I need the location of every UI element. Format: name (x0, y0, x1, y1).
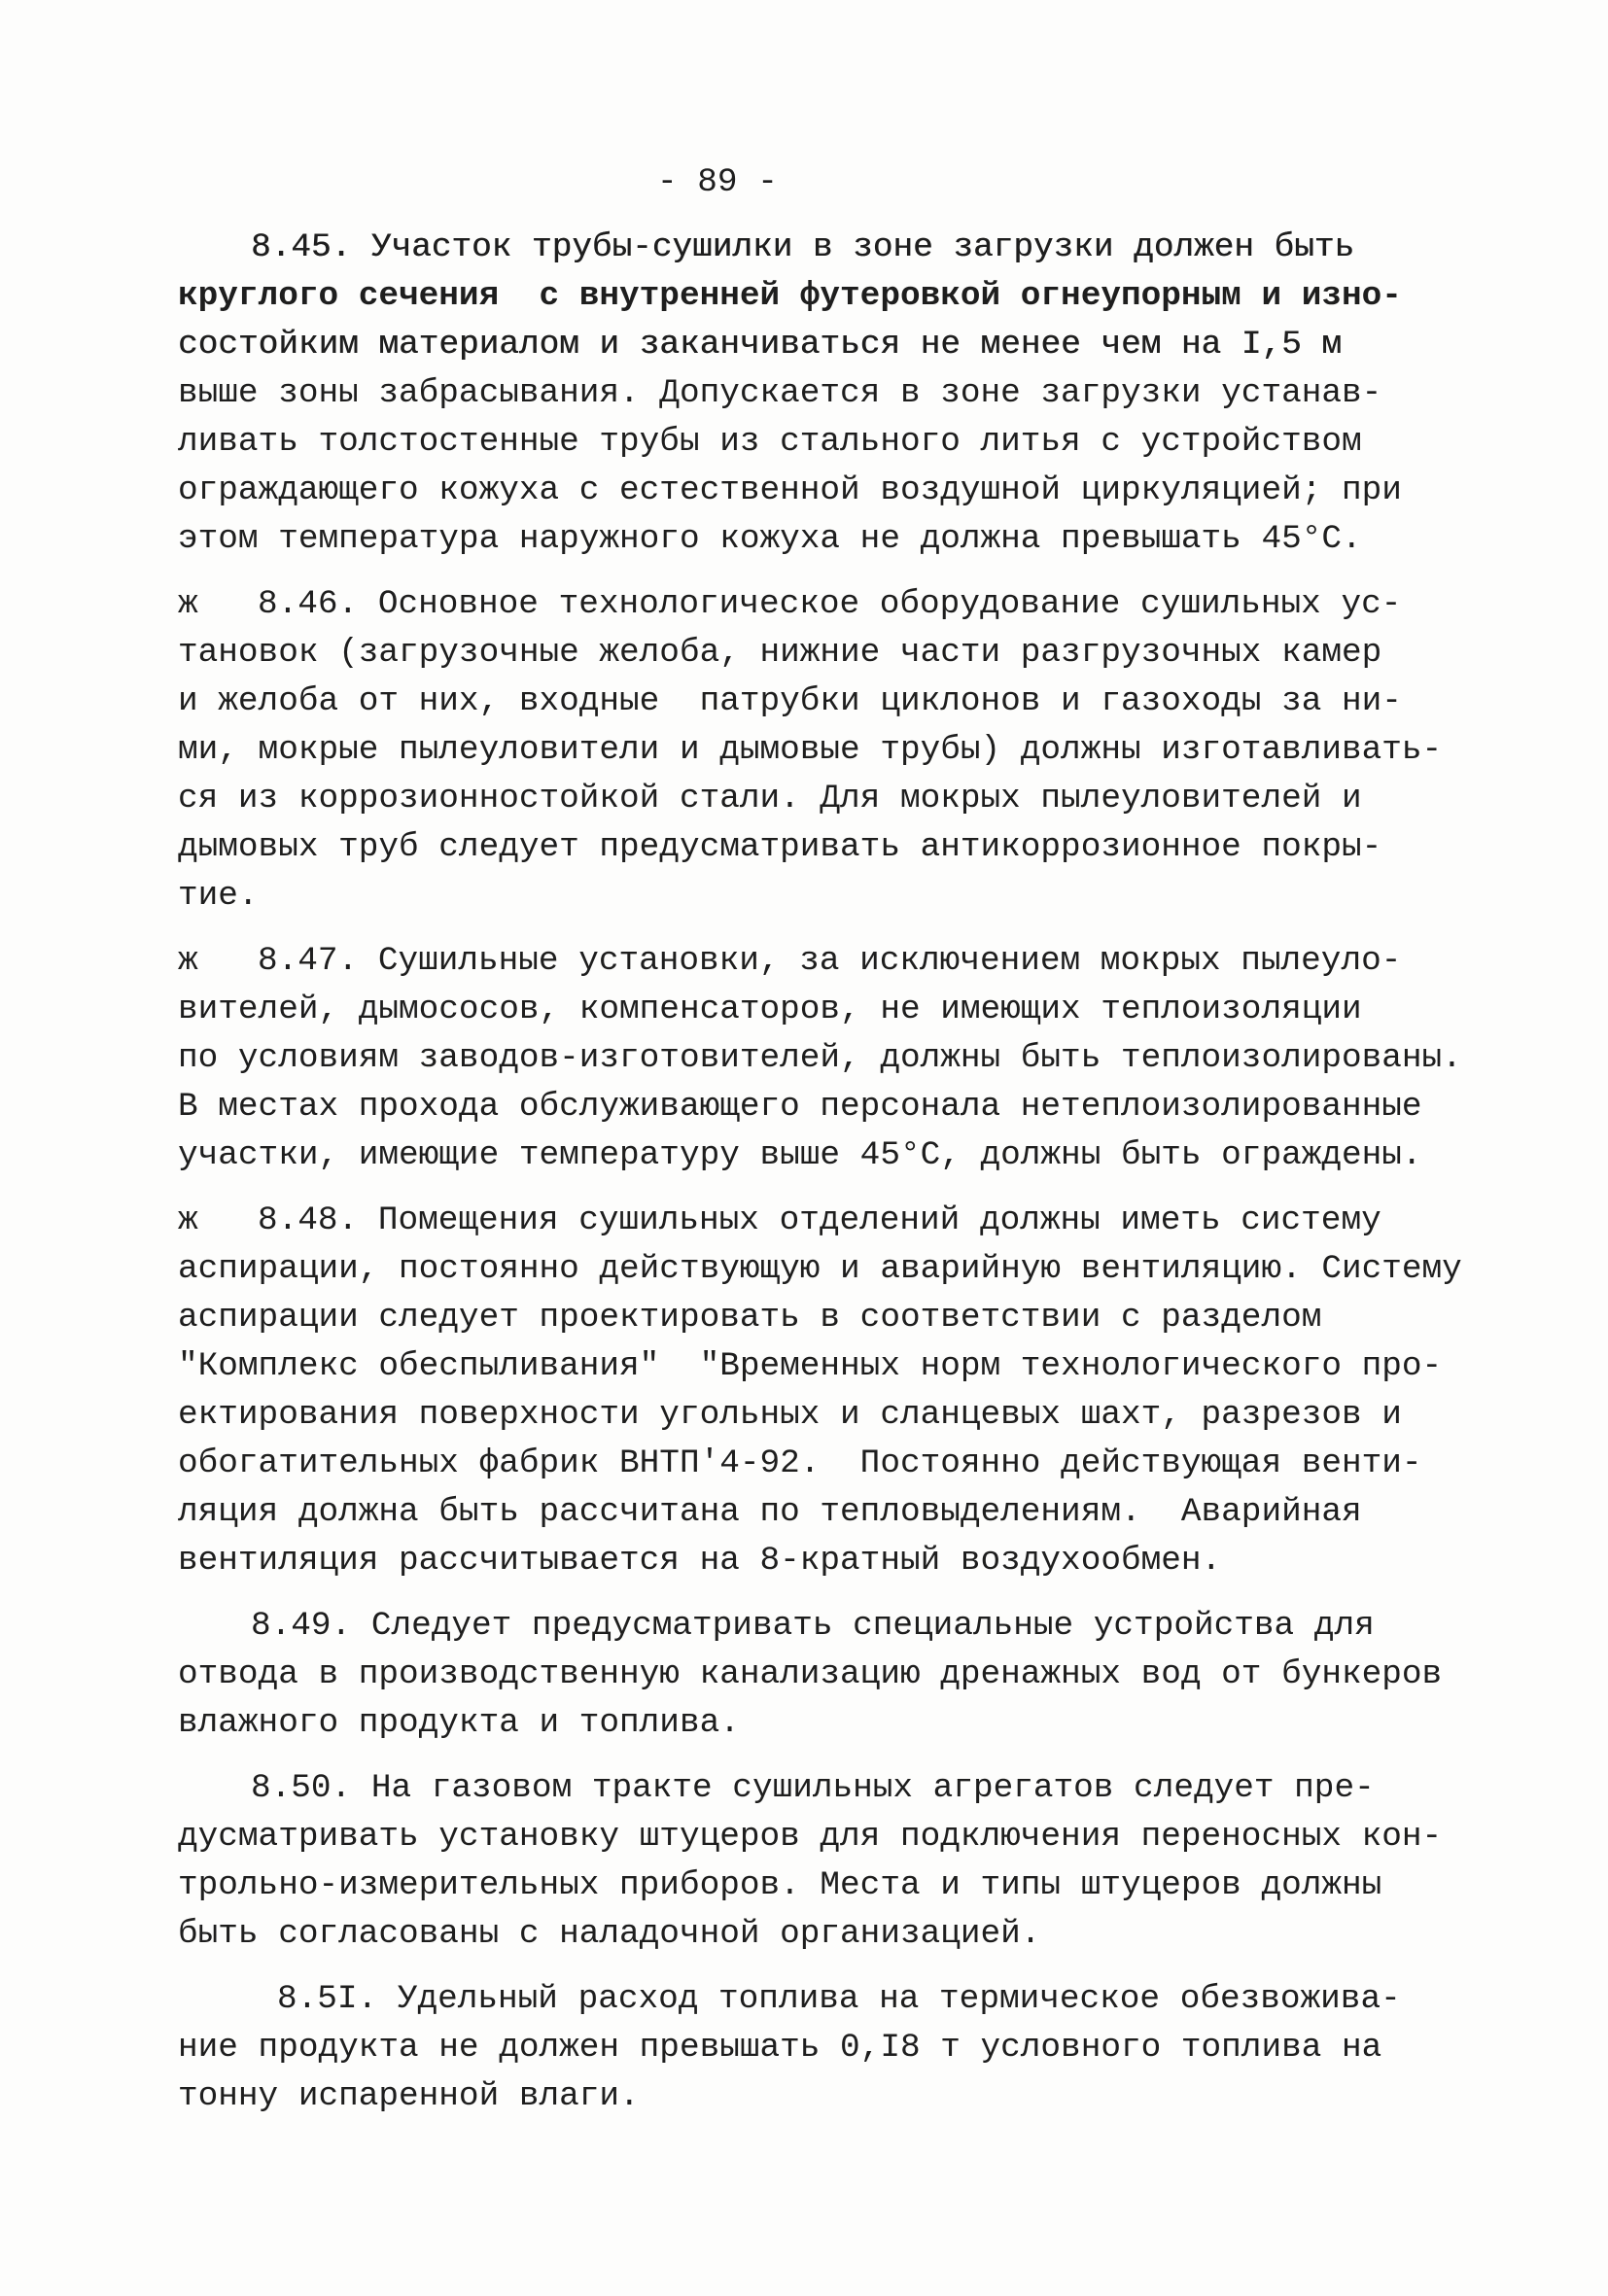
paragraph-line: ние продукта не должен превышать 0,I8 т условного топлива на (178, 2029, 1382, 2067)
paragraph-first-line-text: 8.47. Сушильные установки, за исключением мокрых пылеуло- (258, 942, 1402, 980)
paragraph-line: выше зоны забрасывания. Допускается в зоне загрузки устанав- (178, 374, 1382, 412)
paragraph-line: тонну испаренной влаги. (178, 2077, 640, 2115)
paragraph-8-48 (178, 1197, 1539, 1585)
paragraph-8-45 (178, 224, 1539, 564)
paragraph-marker: ж (178, 1201, 198, 1239)
paragraph-8-50 (178, 1764, 1539, 1959)
document-body (178, 224, 1539, 2138)
paragraph-line: ограждающего кожуха с естественной воздушной циркуляцией; при (178, 471, 1402, 509)
paragraph-line: аспирации следует проектировать в соответствии с разделом (178, 1299, 1322, 1337)
paragraph-8-47 (178, 937, 1539, 1180)
paragraph-line: ляция должна быть рассчитана по тепловыделениям. Аварийная (178, 1493, 1362, 1531)
paragraph-first-line: 8.50. На газовом тракте сушильных агрегатов следует пре- (251, 1769, 1375, 1807)
paragraph-line: ливать толстостенные трубы из стального литья с устройством (178, 423, 1362, 461)
paragraph-line: вентиляция рассчитывается на 8-кратный воздухообмен. (178, 1542, 1222, 1580)
paragraph-first-line-text: 8.48. Помещения сушильных отделений должны иметь систему (258, 1201, 1381, 1239)
paragraph-line: отвода в производственную канализацию дренажных вод от бункеров (178, 1655, 1443, 1693)
paragraph-marker: ж (178, 942, 198, 980)
paragraph-8-46 (178, 580, 1539, 921)
paragraph-line: этом температура наружного кожуха не должна превышать 45°С. (178, 520, 1362, 558)
paragraph-line: дымовых труб следует предусматривать антикоррозионное покры- (178, 828, 1382, 866)
paragraph-line: по условиям заводов-изготовителей, должны быть теплоизолированы. (178, 1039, 1462, 1077)
paragraph-line: и желоба от них, входные патрубки циклонов и газоходы за ни- (178, 682, 1402, 720)
paragraph-line: тановок (загрузочные желоба, нижние части разгрузочных камер (178, 634, 1382, 672)
paragraph-line: круглого сечения с внутренней футеровкой огнеупорным и изно- (178, 277, 1402, 315)
paragraph-line: трольно-измерительных приборов. Места и типы штуцеров должны (178, 1866, 1382, 1904)
paragraph-line: состойким материалом и заканчиваться не менее чем на I,5 м (178, 326, 1342, 364)
paragraph-8-51 (178, 1975, 1539, 2121)
paragraph-line: быть согласованы с наладочной организацией. (178, 1915, 1041, 1953)
paragraph-line: обогатительных фабрик ВНТП'4-92. Постоянно действующая венти- (178, 1444, 1422, 1482)
paragraph-first-line (178, 580, 1539, 629)
paragraph-first-line (178, 937, 1539, 986)
paragraph-8-49 (178, 1602, 1539, 1748)
paragraph-line: "Комплекс обеспыливания" "Временных норм технологического про- (178, 1347, 1443, 1385)
paragraph-line: влажного продукта и топлива. (178, 1704, 740, 1742)
paragraph-line: В местах прохода обслуживающего персонала нетеплоизолированные (178, 1088, 1422, 1126)
paragraph-first-line: 8.49. Следует предусматривать специальные устройства для (251, 1607, 1375, 1645)
paragraph-line: участки, имеющие температуру выше 45°С, должны быть ограждены. (178, 1136, 1422, 1174)
paragraph-line: тие. (178, 877, 259, 915)
paragraph-first-line: 8.45. Участок трубы-сушилки в зоне загрузки должен быть (251, 228, 1355, 266)
paragraph-line: вителей, дымососов, компенсаторов, не имеющих теплоизоляции (178, 991, 1362, 1028)
paragraph-line: ми, мокрые пылеуловители и дымовые трубы) должны изготавливать- (178, 731, 1443, 769)
paragraph-line: аспирации, постоянно действующую и аварийную вентиляцию. Систему (178, 1250, 1462, 1288)
paragraph-line: ся из коррозионностойкой стали. Для мокрых пылеуловителей и (178, 780, 1362, 818)
paragraph-first-line: 8.5I. Удельный расход топлива на термическое обезвожива- (277, 1980, 1401, 2018)
paragraph-marker: ж (178, 585, 198, 623)
page-number: - 89 - (657, 163, 778, 201)
paragraph-first-line-text: 8.46. Основное технологическое оборудование сушильных ус- (258, 585, 1402, 623)
paragraph-line: ектирования поверхности угольных и сланцевых шахт, разрезов и (178, 1396, 1402, 1434)
paragraph-line: дусматривать установку штуцеров для подключения переносных кон- (178, 1818, 1443, 1856)
paragraph-first-line (178, 1197, 1539, 1245)
